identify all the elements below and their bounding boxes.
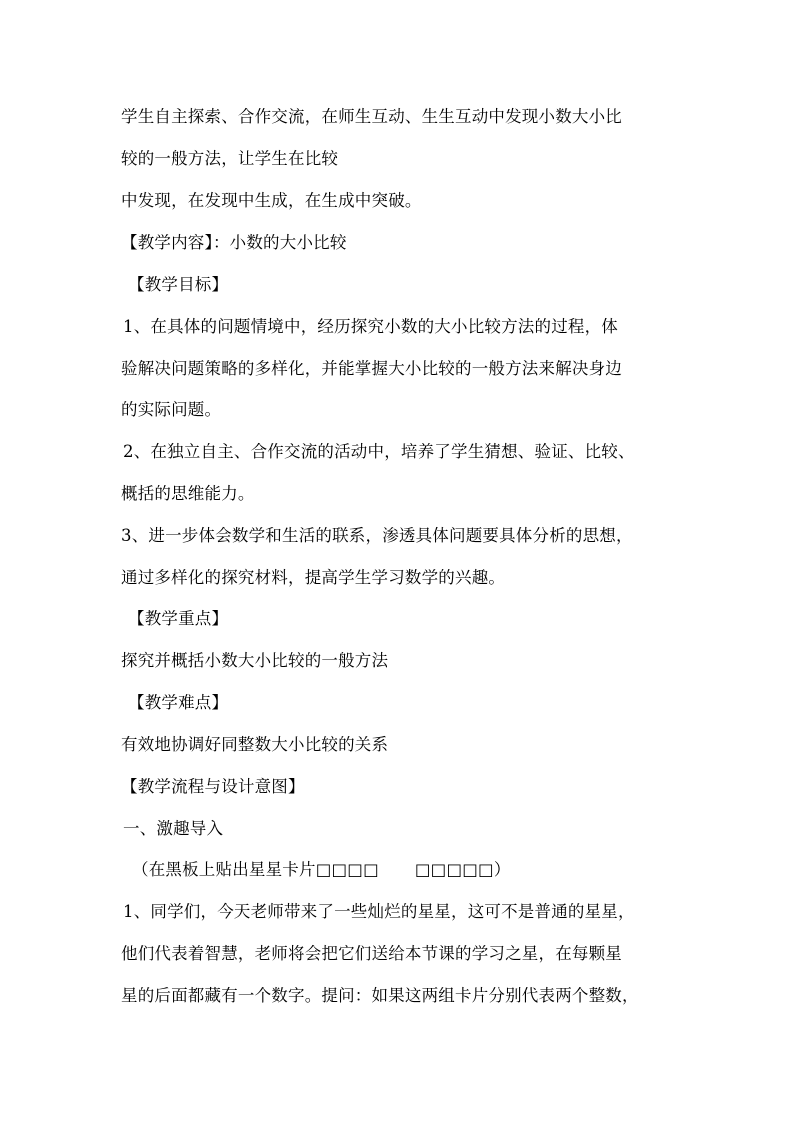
paragraph-line: 中发现，在发现中生成，在生成中突破。 [121, 191, 422, 210]
paragraph-line: 有效地协调好同整数大小比较的关系 [121, 735, 389, 754]
paragraph-line: 概括的思维能力。 [121, 484, 255, 503]
paragraph-line: 星的后面都藏有一个数字。提问：如果这两组卡片分别代表两个整数， [121, 986, 639, 1005]
paragraph-line: 1、在具体的问题情境中，经历探究小数的大小比较方法的过程，体 [123, 317, 618, 336]
paragraph-line: 的实际问题。 [121, 400, 222, 419]
paragraph-line: 1、同学们，今天老师带来了一些灿烂的星星，这可不是普通的星星， [123, 902, 635, 921]
paragraph-line: 较的一般方法，让学生在比较 [121, 149, 339, 168]
section-heading: 【教学重点】 [128, 609, 229, 628]
subsection-heading: 一、激趣导入 [123, 819, 224, 838]
paragraph-line: 2、在独立自主、合作交流的活动中，培养了学生猜想、验证、比较、 [123, 442, 635, 461]
section-heading: 【教学目标】 [128, 275, 229, 294]
section-heading: 【教学内容】：小数的大小比较 [121, 233, 347, 252]
paragraph-line: 学生自主探索、合作交流，在师生互动、生生互动中发现小数大小比 [121, 107, 622, 126]
section-heading: 【教学流程与设计意图】 [121, 777, 305, 796]
section-heading: 【教学难点】 [128, 693, 229, 712]
star-card-line [132, 858, 511, 882]
paragraph-line: 验解决问题策略的多样化，并能掌握大小比较的一般方法来解决身边 [121, 359, 622, 378]
star-card-group-2: □□□□□ [414, 860, 494, 879]
star-card-group-1: □□□□ [315, 860, 379, 879]
paragraph-line: 3、进一步体会数学和生活的联系，渗透具体问题要具体分析的思想， [121, 526, 633, 545]
paragraph-line: 探究并概括小数大小比较的一般方法 [121, 651, 389, 670]
star-card-text: （在黑板上贴出星星卡片 [132, 860, 316, 879]
star-card-close: ） [493, 860, 511, 879]
paragraph-line: 通过多样化的探究材料，提高学生学习数学的兴趣。 [121, 568, 506, 587]
paragraph-line: 他们代表着智慧，老师将会把它们送给本节课的学习之星，在每颗星 [121, 944, 622, 963]
